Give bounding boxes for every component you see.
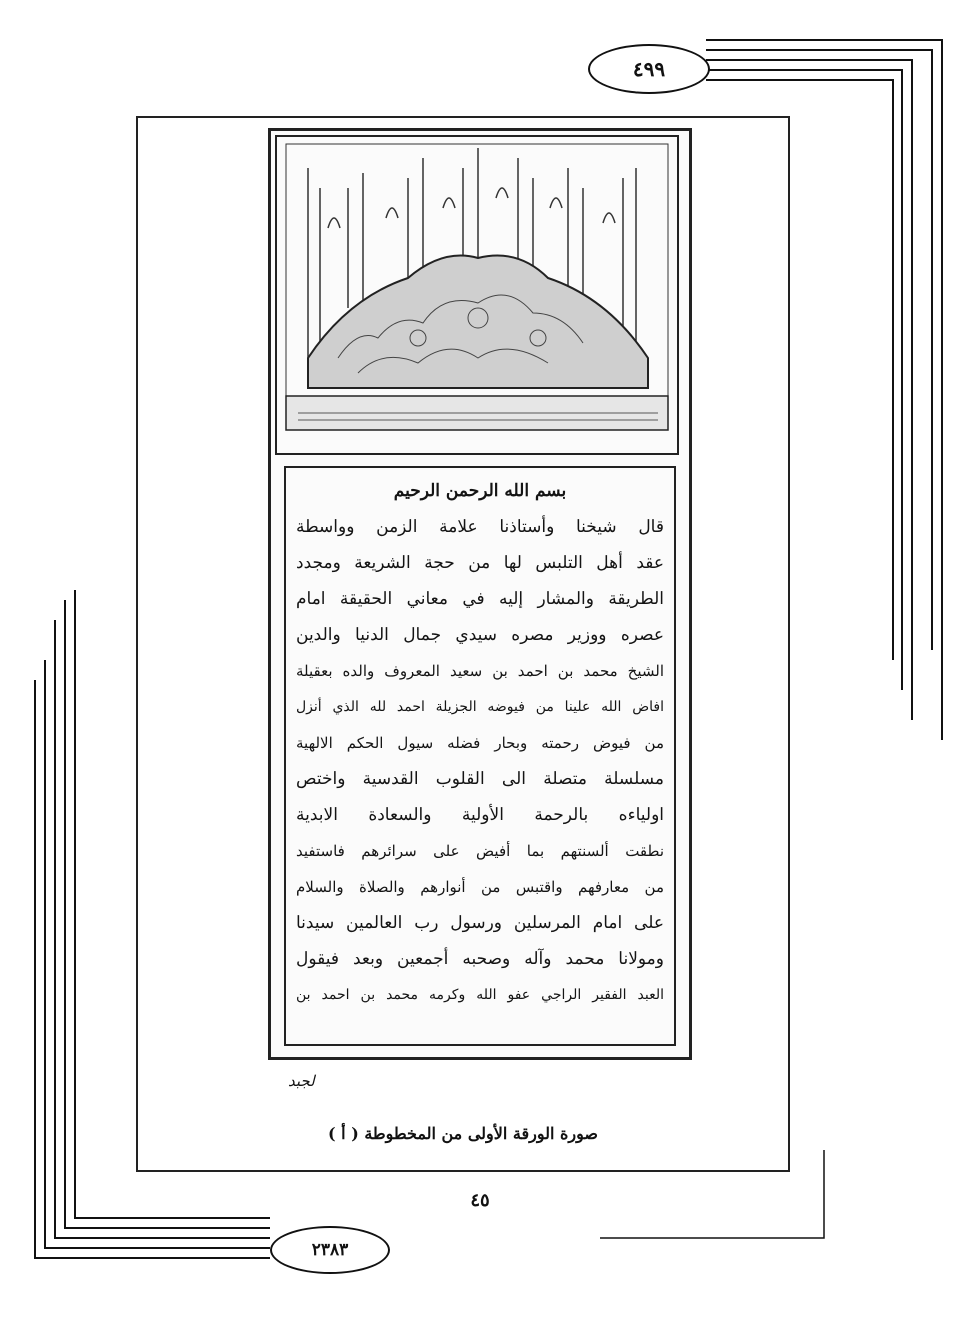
illuminated-header-ornament [268, 128, 686, 458]
manuscript-page-oval [588, 44, 710, 94]
manuscript-line: من معارفهم واقتبس من أنوارهم والصلاة والسلام [296, 878, 664, 896]
manuscript-line: ومولانا محمد وآله وصحبه أجمعين وبعد فيقول [296, 949, 664, 969]
manuscript-line: عصره ووزير مصره سيدي جمال الدنيا والدين [296, 625, 664, 645]
volume-page-label: ٢٣٨٣ [311, 1240, 349, 1260]
manuscript-line: العبد الفقير الراجي عفو الله وكرمه محمد بن احمد بن [296, 987, 664, 1003]
manuscript-line: الشيخ محمد بن احمد بن سعيد المعروف والده بعقيلة [296, 662, 664, 680]
figure-caption: صورة الورقة الأولى من المخطوطة ( أ ) [328, 1124, 598, 1143]
manuscript-line: على امام المرسلين ورسول رب العالمين سيدنا [296, 913, 664, 933]
manuscript-line: اولياءه بالرحمة الأولية والسعادة الابدية [296, 805, 664, 825]
manuscript-line: عقد أهل التلبس لها من حجة الشريعة ومجدد [296, 553, 664, 573]
signature: لجبد [288, 1072, 315, 1090]
manuscript-line: بسم الله الرحمن الرحيم [393, 481, 567, 501]
manuscript-line: افاض الله علينا من فيوضه الجزيلة احمد لله الذي أنزل [296, 699, 664, 715]
manuscript-line: مسلسلة متصلة الى القلوب القدسية واختص [296, 769, 664, 789]
manuscript-line: من فيوض رحمته وبحار فضله سيول الحكم الالهية [296, 734, 664, 752]
volume-page-oval [270, 1226, 390, 1274]
manuscript-page-label: ٤٩٩ [632, 57, 666, 81]
page-number: ٤٥ [470, 1190, 490, 1211]
manuscript-line: نطقت ألسنتهم بما أفيض على سرائرهم فاستفيد [296, 842, 664, 860]
manuscript-line: قال شيخنا وأستاذنا علامة الزمن وواسطة [296, 517, 664, 537]
manuscript-text-block [284, 466, 676, 1046]
manuscript-line: الطريقة والمشار إليه في معاني الحقيقة امام [296, 589, 664, 609]
